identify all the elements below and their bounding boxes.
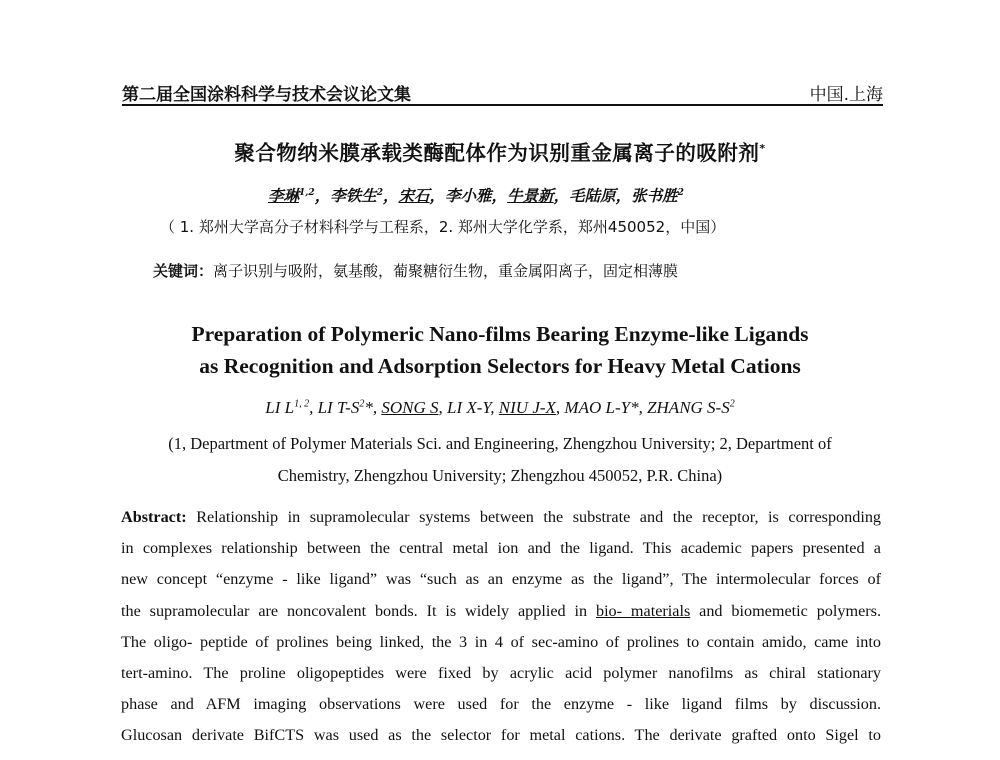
cn-author-separator: ， <box>314 186 331 205</box>
chinese-keywords <box>153 260 678 281</box>
cn-author-separator: ， <box>491 186 508 205</box>
abstract-line: phase and AFM imaging observations were used for the enzyme - like ligand films by discussion. <box>121 695 881 714</box>
cn-author <box>507 186 569 205</box>
cn-author-separator: ， <box>615 186 632 205</box>
en-author-name: LI T-S <box>317 398 360 417</box>
cn-author <box>330 186 398 205</box>
cn-author-name: 李琳 <box>268 186 300 205</box>
en-author <box>647 398 735 417</box>
abstract-line: new concept “enzyme - like ligand” was “such as an enzyme as the ligand”, The intermolecular forces of <box>121 570 881 589</box>
cn-author-affiliation-mark: 2 <box>376 187 383 198</box>
cn-author-name: 牛景新 <box>507 186 554 205</box>
en-author-corresponding-mark: * <box>630 398 639 417</box>
english-title-line-2: as Recognition and Adsorption Selectors for Heavy Metal Cations <box>199 354 801 378</box>
abstract-line: tert-amino. The proline oligopeptides were fixed by acrylic acid polymer nanofilms as chiral stationary <box>121 663 881 682</box>
en-author-name: MAO L-Y <box>564 398 631 417</box>
en-author-separator: , <box>372 398 382 417</box>
en-author-separator: , <box>555 398 565 417</box>
en-author <box>564 398 647 417</box>
chinese-affiliation: （ 1. 郑州大学高分子材料科学与工程系，2. 郑州大学化学系，郑州450052，中国） <box>160 218 726 236</box>
en-author-name: LI X-Y <box>446 398 491 417</box>
en-author-name: LI L <box>265 398 295 417</box>
en-author-separator: , <box>638 398 648 417</box>
en-author-separator: , <box>490 398 499 417</box>
en-author-name: ZHANG S-S <box>647 398 730 417</box>
conference-location: 中国.上海 <box>809 85 883 105</box>
cn-author-name: 毛陆原 <box>569 186 616 205</box>
keywords-text: 离子识别与吸附，氨基酸，葡聚糖衍生物，重金属阳离子，固定相薄膜 <box>213 262 679 280</box>
en-author <box>381 398 447 417</box>
en-author-name: NIU J-X <box>498 398 556 417</box>
cn-author-name: 张书胜 <box>631 186 678 205</box>
en-author-affiliation-mark: 2 <box>729 398 735 410</box>
proceedings-title: 第二届全国涂料科学与技术会议论文集 <box>122 85 411 105</box>
abstract-label: Abstract: <box>121 508 187 526</box>
running-header <box>122 78 883 106</box>
cn-author-affiliation-mark: 2 <box>677 187 684 198</box>
abstract-line: Glucosan derivate BifCTS was used as the selector for metal cations. The derivate grafted onto Sigel to <box>121 726 881 745</box>
cn-author <box>268 186 330 205</box>
english-title <box>0 318 1000 382</box>
english-authors <box>0 398 1000 418</box>
cn-author <box>399 186 446 205</box>
bio-materials-link[interactable]: bio- materials <box>595 601 691 620</box>
english-affiliation-line-1: (1, Department of Polymer Materials Sci. and Engineering, Zhengzhou University; 2, Department of <box>168 434 832 453</box>
title-footnote-mark: * <box>759 142 766 156</box>
cn-author-name: 李小雅 <box>445 186 492 205</box>
chinese-title-text: 聚合物纳米膜承载类酶配体作为识别重金属离子的吸附剂 <box>234 141 760 165</box>
cn-author-affiliation-mark: 1,2 <box>299 187 315 198</box>
abstract-line: in complexes relationship between the central metal ion and the ligand. This academic papers presented a <box>121 539 881 558</box>
english-affiliation <box>120 428 880 492</box>
chinese-authors <box>268 184 684 206</box>
cn-author-name: 宋石 <box>398 186 430 205</box>
en-author-name: SONG S <box>381 398 439 417</box>
en-author <box>265 398 317 417</box>
abstract-line: Abstract: Relationship in supramolecular systems between the substrate and the receptor, is corresponding <box>121 508 882 526</box>
english-affiliation-line-2: Chemistry, Zhengzhou University; Zhengzhou 450052, P.R. China) <box>277 466 723 485</box>
en-author-affiliation-mark: 2 <box>359 398 365 410</box>
cn-author-separator: ， <box>553 186 570 205</box>
chinese-title <box>0 136 1000 166</box>
cn-author <box>631 186 684 205</box>
en-author-separator: , <box>438 398 447 417</box>
en-author <box>318 398 382 417</box>
en-author-affiliation-mark: 1, 2 <box>294 398 310 410</box>
abstract-line: the supramolecular are noncovalent bonds. It is widely applied in bio- materials and biomemetic polymers. <box>121 601 881 620</box>
abstract <box>121 502 881 752</box>
keywords-label: 关键词： <box>153 262 214 280</box>
cn-author-separator: ， <box>429 186 446 205</box>
english-title-line-1: Preparation of Polymeric Nano-films Bearing Enzyme-like Ligands <box>191 322 809 346</box>
en-author <box>447 398 499 417</box>
en-author-separator: , <box>309 398 318 417</box>
cn-author <box>445 186 507 205</box>
abstract-line: The oligo- peptide of prolines being linked, the 3 in 4 of sec-amino of prolines to contain amido, came into <box>121 632 881 651</box>
cn-author-name: 李铁生 <box>330 186 377 205</box>
en-author-corresponding-mark: * <box>364 398 373 417</box>
en-author <box>499 398 565 417</box>
cn-author-separator: ， <box>382 186 399 205</box>
cn-author <box>569 186 631 205</box>
